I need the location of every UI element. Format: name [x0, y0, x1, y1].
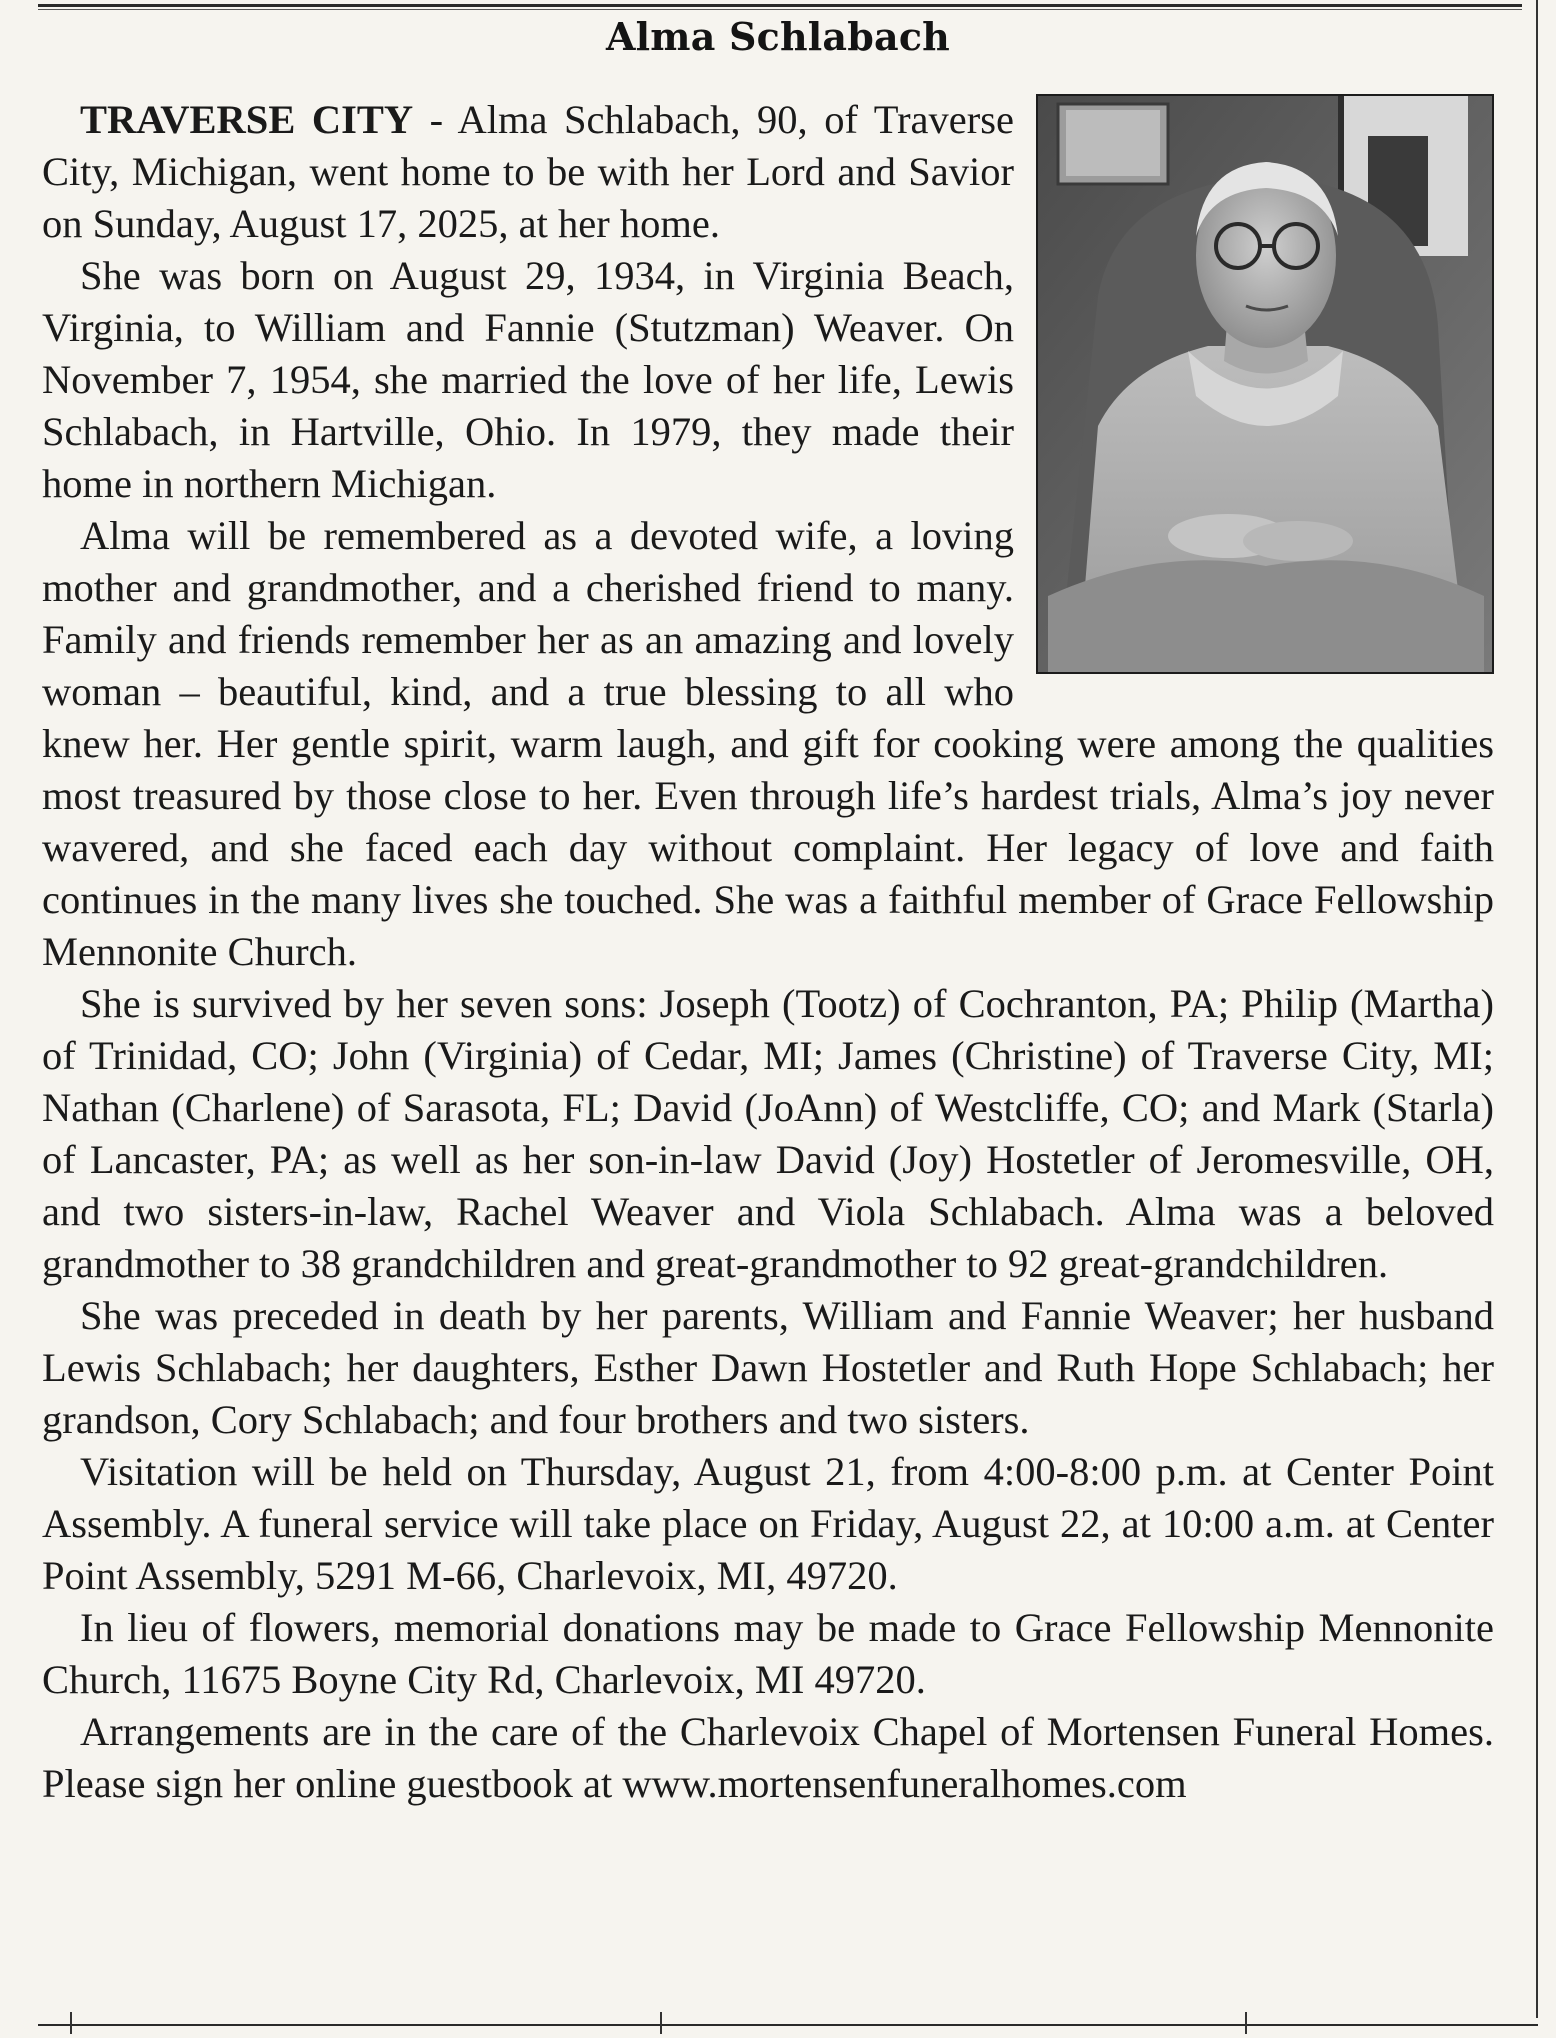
obituary-body [42, 94, 1494, 1810]
portrait-image-icon [1038, 96, 1492, 672]
portrait-photo [1036, 94, 1494, 674]
bottom-tick-mark [1245, 2012, 1247, 2034]
paragraph-1-text: - Alma Schlabach, 90, of Traverse City, Michigan, went home to be with her Lord and Savior on Sunday, August 17, 2025, at her home. [42, 97, 1014, 246]
paragraph-4: She is survived by her seven sons: Joseph (Tootz) of Cochranton, PA; Philip (Martha) of Trinidad, CO; John (Virginia) of Cedar, MI; James (Christine) of Traverse City, MI; Nathan (Charlene) of Sarasota, FL; David (JoAnn) of Westcliffe, CO; and Mark (Starla) of Lancaster, PA; as well as her son-in-law David (Joy) Hostetler of Jeromesville, OH, and two sisters-in-law, Rachel Weaver and Viola Schlabach. Alma was a beloved grandmother to 38 grandchildren and great-grandmother to 92 great-grandchildren. [42, 981, 1494, 1286]
top-rule [38, 4, 1522, 7]
obituary-headline: Alma Schlabach [605, 14, 950, 59]
right-column-rule [1536, 0, 1538, 2018]
paragraph-3: Alma will be remembered as a devoted wife, a loving mother and grandmother, and a cherished friend to many. Family and friends remember her as an amazing and lovely woman – beautiful, kind, and a true blessing to all who knew her. Her gentle spirit, warm laugh, and gift for cooking were among the qualities most treasured by those close to her. Even through life’s hardest trials, Alma’s joy never wavered, and she faced each day without complaint. Her legacy of love and faith continues in the many lives she touched. She was a faithful member of Grace Fellowship Mennonite Church. [42, 513, 1494, 974]
bottom-tick-mark [70, 2012, 72, 2034]
paragraph-2: She was born on August 29, 1934, in Virginia Beach, Virginia, to William and Fannie (Stutzman) Weaver. On November 7, 1954, she married the love of her life, Lewis Schlabach, in Hartville, Ohio. In 1979, they made their home in northern Michigan. [42, 253, 1014, 506]
top-rule-thin [38, 9, 1522, 10]
paragraph-7: In lieu of flowers, memorial donations may be made to Grace Fellowship Mennonite Church, 11675 Boyne City Rd, Charlevoix, MI 49720. [42, 1605, 1494, 1702]
paragraph-8: Arrangements are in the care of the Charlevoix Chapel of Mortensen Funeral Homes. Please sign her online guestbook at www.mortensenfuneralhomes.com [42, 1709, 1494, 1806]
dateline: TRAVERSE CITY [80, 97, 414, 142]
paragraph-6: Visitation will be held on Thursday, August 21, from 4:00-8:00 p.m. at Center Point Assembly. A funeral service will take place on Friday, August 22, at 10:00 a.m. at Center Point Assembly, 5291 M-66, Charlevoix, MI, 49720. [42, 1449, 1494, 1598]
paragraph-5: She was preceded in death by her parents, William and Fannie Weaver; her husband Lewis Schlabach; her daughters, Esther Dawn Hostetler and Ruth Hope Schlabach; her grandson, Cory Schlabach; and four brothers and two sisters. [42, 1293, 1494, 1442]
bottom-tick-mark [660, 2012, 662, 2034]
bottom-rule [38, 2024, 1538, 2026]
